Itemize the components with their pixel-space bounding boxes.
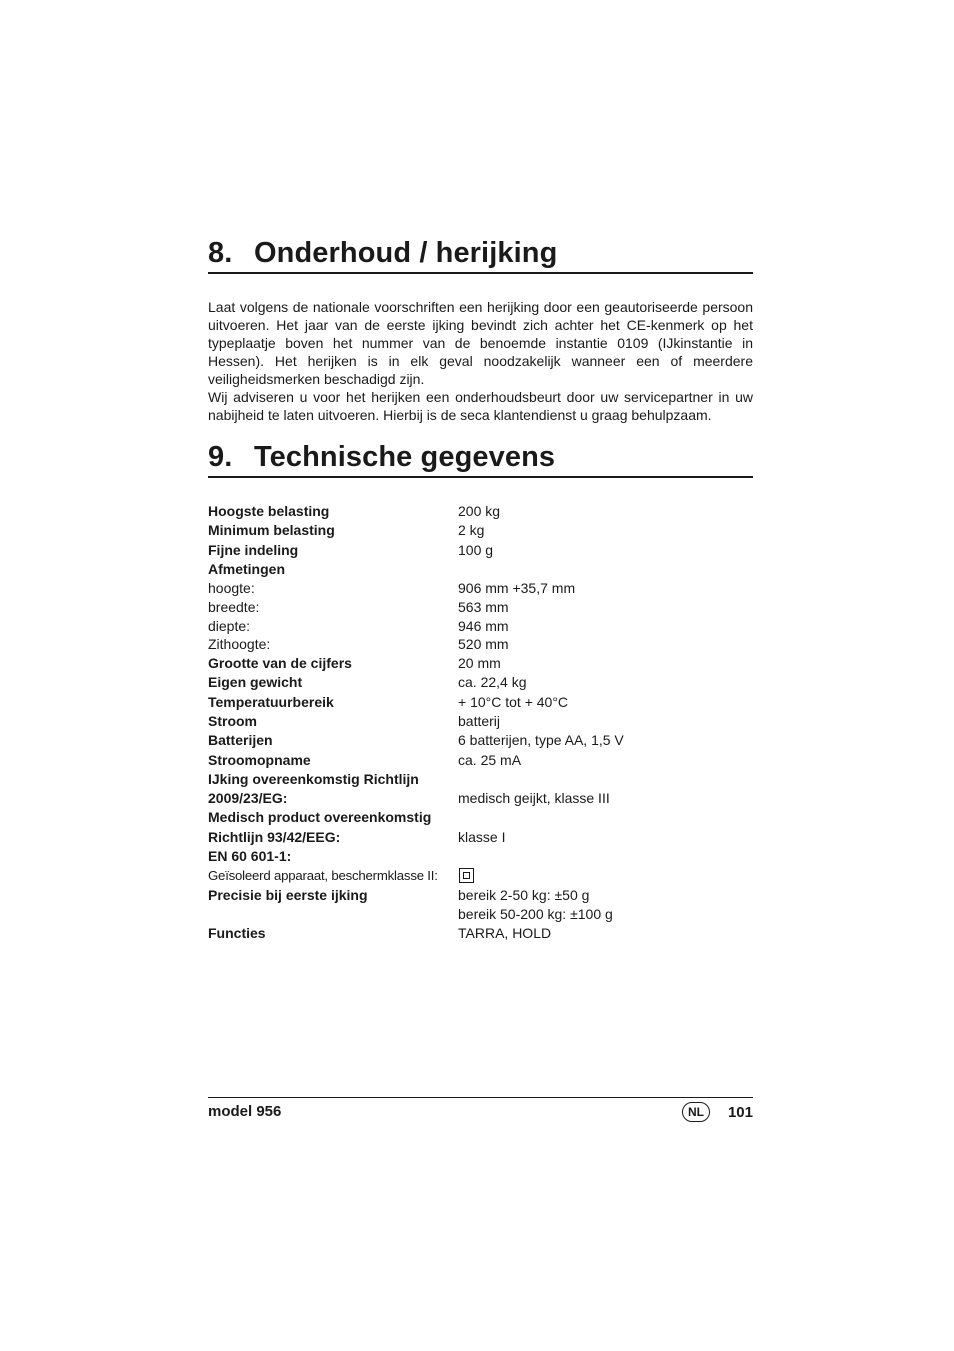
section-8-number: 8. bbox=[208, 237, 233, 269]
spec-value: 906 mm +35,7 mm bbox=[458, 580, 576, 597]
spec-value bbox=[458, 560, 753, 579]
spec-row bbox=[208, 521, 753, 540]
spec-row bbox=[208, 770, 753, 789]
page-footer bbox=[208, 1097, 753, 1121]
spec-label: Grootte van de cijfers bbox=[208, 655, 352, 672]
spec-row bbox=[208, 751, 753, 770]
spec-value: ca. 25 mA bbox=[458, 751, 522, 768]
spec-value: 563 mm bbox=[458, 599, 509, 616]
spec-value: 20 mm bbox=[458, 655, 501, 672]
spec-value: TARRA, HOLD bbox=[458, 925, 552, 942]
spec-row bbox=[208, 731, 753, 750]
page-number: 101 bbox=[727, 1103, 753, 1121]
spec-row bbox=[208, 635, 753, 654]
spec-row bbox=[208, 673, 753, 692]
footer-right bbox=[682, 1102, 753, 1122]
spec-table bbox=[208, 502, 753, 944]
spec-value: 6 batterijen, type AA, 1,5 V bbox=[458, 732, 624, 749]
section-8-paragraph-2: Wij adviseren u voor het herijken een onderhoudsbeurt door uw servicepartner in uw nabijheid te laten uitvoeren. Hierbij is de seca klantendienst u graag behulpzaam. bbox=[208, 389, 753, 423]
spec-label: IJking overeenkomstig Richtlijn bbox=[208, 770, 419, 787]
language-badge: NL bbox=[682, 1102, 710, 1122]
spec-value: batterij bbox=[458, 712, 501, 729]
spec-value bbox=[458, 866, 753, 885]
spec-value: medisch geijkt, klasse III bbox=[458, 790, 610, 807]
spec-value: klasse I bbox=[458, 828, 506, 845]
spec-label: diepte: bbox=[208, 617, 251, 634]
spec-label: Richtlijn 93/42/EEG: bbox=[208, 828, 341, 845]
spec-label: EN 60 601-1: bbox=[208, 848, 292, 865]
spec-row bbox=[208, 828, 753, 847]
spec-row bbox=[208, 579, 753, 598]
section-9-heading bbox=[208, 440, 753, 478]
spec-value: ca. 22,4 kg bbox=[458, 674, 527, 691]
spec-label bbox=[208, 905, 458, 924]
spec-label: hoogte: bbox=[208, 580, 255, 597]
spec-label: Temperatuurbereik bbox=[208, 693, 334, 710]
spec-row bbox=[208, 693, 753, 712]
section-9-title bbox=[208, 440, 753, 476]
section-8-body bbox=[208, 298, 753, 424]
spec-row bbox=[208, 808, 753, 827]
spec-value: bereik 2-50 kg: ±50 g bbox=[458, 886, 590, 903]
spec-row bbox=[208, 541, 753, 560]
spec-label: Functies bbox=[208, 925, 266, 942]
spec-row bbox=[208, 905, 753, 924]
spec-row bbox=[208, 560, 753, 579]
spec-row bbox=[208, 886, 753, 905]
spec-label: breedte: bbox=[208, 599, 260, 616]
spec-label: Batterijen bbox=[208, 732, 273, 749]
section-8-title bbox=[208, 236, 753, 272]
spec-value: bereik 50-200 kg: ±100 g bbox=[458, 905, 613, 922]
footer-model: model 956 bbox=[208, 1103, 282, 1120]
section-9-title-text: Technische gegevens bbox=[254, 441, 556, 473]
spec-label: Geïsoleerd apparaat, beschermklasse II: bbox=[208, 868, 438, 884]
spec-value: 100 g bbox=[458, 541, 494, 558]
spec-row bbox=[208, 847, 753, 866]
section-8-paragraph-1: Laat volgens de nationale voorschriften een herijking door een geautoriseerde persoon uitvoeren. Het jaar van de eerste ijking bevindt zich achter het CE-kenmerk op het typeplaatje boven het nummer van de benoemde instantie 0109 (IJkinstantie in Hessen). Het herijken is in elk geval noodzakelijk wanneer een of meerdere veiligheidsmerken beschadigd zijn. bbox=[208, 299, 753, 387]
spec-row bbox=[208, 789, 753, 808]
spec-row bbox=[208, 924, 753, 943]
spec-label: Medisch product overeenkomstig bbox=[208, 809, 432, 826]
protection-class-ii-icon bbox=[459, 868, 474, 883]
spec-value bbox=[458, 808, 753, 827]
spec-value bbox=[458, 847, 753, 866]
spec-label: Stroom bbox=[208, 712, 257, 729]
spec-row bbox=[208, 598, 753, 617]
spec-label: 2009/23/EG: bbox=[208, 790, 288, 807]
spec-row bbox=[208, 654, 753, 673]
spec-value: 946 mm bbox=[458, 617, 509, 634]
spec-row bbox=[208, 866, 753, 885]
spec-row bbox=[208, 712, 753, 731]
spec-value: + 10°C tot + 40°C bbox=[458, 693, 569, 710]
section-9-number: 9. bbox=[208, 441, 233, 473]
spec-value bbox=[458, 770, 753, 789]
section-8-title-text: Onderhoud / herijking bbox=[254, 237, 558, 269]
spec-label: Fijne indeling bbox=[208, 541, 299, 558]
spec-label: Zithoogte: bbox=[208, 635, 271, 652]
spec-row bbox=[208, 502, 753, 521]
spec-label: Stroomopname bbox=[208, 751, 311, 768]
spec-value: 200 kg bbox=[458, 503, 501, 519]
spec-label: Minimum belasting bbox=[208, 522, 335, 539]
spec-value: 520 mm bbox=[458, 635, 509, 652]
spec-row bbox=[208, 618, 753, 635]
spec-label: Afmetingen bbox=[208, 560, 285, 577]
spec-value: 2 kg bbox=[458, 522, 485, 539]
spec-label: Hoogste belasting bbox=[208, 503, 330, 519]
spec-label: Eigen gewicht bbox=[208, 674, 303, 691]
section-8-heading bbox=[208, 236, 753, 274]
spec-label: Precisie bij eerste ijking bbox=[208, 886, 368, 903]
